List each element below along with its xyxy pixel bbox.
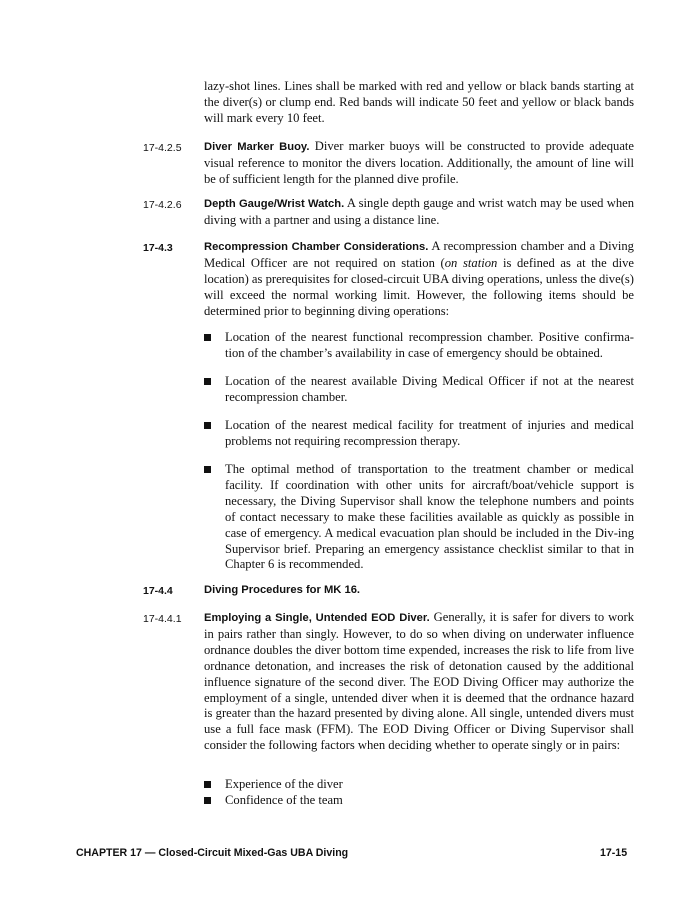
list-item-text: Location of the nearest functional recompression chamber. Positive confirma-tion of the chamber’s availability in case of emergency should be obtained. <box>225 330 634 360</box>
section-body: Diver marker buoys will be constructed to provide adequate visual reference to monitor the divers location. Additionally, the amount of line will be of sufficient length for the planned dive profile. <box>204 139 634 186</box>
section-body: is defined as at the dive location) as prerequisites for closed-circuit UBA diving operations, unless the dive(s) will exceed the normal working limit. However, the following items should be determined prior to beginning diving operations: <box>204 255 635 318</box>
section-body: Generally, it is safer for divers to work in pairs rather than singly. However, to do so when diving on underwater influence ordnance doubles the diver bottom time expended, increases the risk to life from live ordnance detonation, and increases the risk of detonation caused by the additional influence signature of the second diver. The EOD Diving Officer may authorize the employment of a single, untended diver when it is deemed that the ordnance hazard is greater than the hazard presented by diving alone. All single, untended divers must use a full face mask (FFM). The EOD Diving Officer or Diving Supervisor shall consider the following factors when deciding whether to operate singly or in pairs: <box>204 610 634 753</box>
intro-paragraph: lazy-shot lines. Lines shall be marked with red and yellow or black bands starting at the diver(s) or clump end. Red bands will indicate 50 feet and yellow or black bands will mark every 10 feet. <box>204 79 634 125</box>
section-number: 17-4.2.6 <box>143 199 182 211</box>
square-bullet-icon <box>204 466 211 473</box>
list-item-text: Experience of the diver <box>225 777 343 791</box>
section-title: Diver Marker Buoy. <box>204 141 310 153</box>
section-body-emphasis: on station <box>444 255 498 270</box>
section-title: Diving Procedures for MK 16. <box>204 584 361 596</box>
section-number: 17-4.4 <box>143 585 173 597</box>
square-bullet-icon <box>204 422 211 429</box>
square-bullet-icon <box>204 378 211 385</box>
list-item <box>204 330 634 362</box>
section-paragraph <box>204 610 634 754</box>
section-body: A single depth gauge and wrist watch may be used when diving with a partner and using a distance line. <box>204 196 635 227</box>
list-item-text: The optimal method of transportation to the treatment chamber or medical facility. If coordination with other units for aircraft/boat/vehicle support is necessary, the Diving Supervisor shall know the telephone numbers and points of contact necessary to make these facilities available as quickly as possible in case of emergency. A medical evacuation plan should be included in the Div-ing Supervisor brief. Preparing an emergency assistance checklist similar to that in Chapter 6 is recommended. <box>225 462 634 572</box>
list-item <box>204 793 634 809</box>
section-number: 17-4.2.5 <box>143 142 182 154</box>
section-paragraph <box>204 196 634 229</box>
section-paragraph <box>204 139 634 188</box>
list-item <box>204 462 634 573</box>
section-title: Depth Gauge/Wrist Watch. <box>204 198 345 210</box>
list-item-text: Location of the nearest available Diving Medical Officer if not at the nearest recompression chamber. <box>225 374 634 404</box>
section-title: Recompression Chamber Considerations. <box>204 241 429 253</box>
section-body: A recompression chamber and a Diving Medical Officer are not required on station ( <box>204 239 634 270</box>
square-bullet-icon <box>204 781 211 788</box>
page-number: 17-15 <box>600 847 628 859</box>
square-bullet-icon <box>204 334 211 341</box>
section-number: 17-4.3 <box>143 242 173 254</box>
list-item <box>204 418 634 450</box>
section-paragraph <box>204 239 634 320</box>
list-item-text: Confidence of the team <box>225 793 343 807</box>
list-item <box>204 374 634 406</box>
list-item-text: Location of the nearest medical facility for treatment of injuries and medical problems not requiring recompression therapy. <box>225 418 634 448</box>
section-title: Employing a Single, Untended EOD Diver. <box>204 612 430 624</box>
list-item <box>204 777 634 793</box>
section-number: 17-4.4.1 <box>143 613 182 625</box>
chapter-footer: CHAPTER 17 — Closed-Circuit Mixed-Gas UBA Diving <box>76 847 349 859</box>
square-bullet-icon <box>204 797 211 804</box>
